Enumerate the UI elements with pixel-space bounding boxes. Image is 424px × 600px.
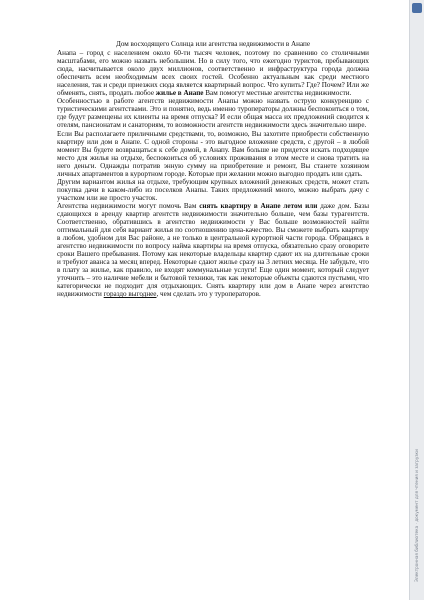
document-title: Дом восходящего Солнца или агентства недвижимости в Анапе <box>115 40 311 48</box>
text-run: Если Вы располагаете приличными средствами, то, возможно, Вы захотите приобрести собственную квартиру или дом в Анапе. С одной стороны - это выгодное вложение средств, с другой – в любой момент Вы будете возвращаться к себе домой, в Анапу. Вам больше не придется искать подходящее место для жилья на отдыхе, беспокоиться об условиях проживания в этом месте и снова тратить на него деньги. Однажды потратив энную сумму на приобретение и ремонт, Вы станете хозяином личных апартаментов в курортном городе. Которые при желании можно выгодно продать или сдать. <box>57 129 369 178</box>
paragraph <box>57 178 369 202</box>
paragraph <box>57 49 369 97</box>
text-run: Особенностью в работе агентств недвижимости Анапы можно назвать острую конкуренцию с туристическими агентствами. Это и понятно, ведь именно туроператоры должны беспокоиться о том, где будут размещены их клиенты на время отпуска? И если общая масса их предложений сводится к отелям, пансионатам и санаториям, то возможности агентств недвижимости здесь значительно шире. <box>57 97 369 130</box>
text-run-underlined: гораздо выгоднее <box>103 290 157 299</box>
text-run: Другим вариантом жилья на отдыхе, требующим крупных вложений денежных средств, может стать покупка дачи в каком-либо из поселков Анапы. Таких предложений много, можно выбрать дачу с участком или же просто участок. <box>57 177 369 202</box>
paragraph <box>57 202 369 299</box>
text-run: Анапа – город с населением около 60-ти тысяч человек, поэтому по сравнению со столичными масштабами, его можно назвать небольшим. Но в силу того, что ежегодно туристов, пребывающих сюда, насчитывается около двух миллионов, соответственно и инфраструктура города должна обеспечить всем необходимым всех своих гостей. Особенно актуальным как среди местного населения, так и среди приезжих сюда является квартирный вопрос. Что купить? Где? Почем? Или же обменять, снять, продать любое <box>57 49 369 98</box>
text-run: , чем сделать это у туроператоров. <box>156 290 261 299</box>
text-run-bold: жилье в Анапе <box>155 89 204 98</box>
document-page <box>57 40 369 299</box>
app-logo-icon[interactable] <box>412 3 422 13</box>
sidebar-caption: Электронная библиотека · документ для чтения и загрузки <box>414 449 419 582</box>
paragraph <box>57 130 369 178</box>
text-run-bold: снять квартиру в Анапе летом или <box>199 201 318 210</box>
paragraph <box>57 97 369 129</box>
side-toolbar <box>409 0 424 600</box>
text-run: даже дом. Базы сдающихся в аренду квартир агентств недвижимости значительно больше, чем базы турагентств. Соответственно, обратившись в агентство недвижимости у Вас больше возможностей найти оптимальный для себя вариант жилья по соотношению цена-качество. Вы сможете выбрать квартиру в любом, удобном для Вас районе, а не только в центральной курортной части города. Обращаясь в агентство недвижимости по вопросу найма квартиры на время отпуска, обязательно сразу оговорите сроки Вашего пребывания. Потому как некоторые владельцы квартир сдают их на длительные сроки и требуют аванса за месяц вперед. Некоторые сдают жилье сразу на 3 летних месяца. Не забудьте, что в плату за жилье, как правило, не входят коммунальные услуги! Еще один момент, который следует уточнить – это наличие мебели и бытовой техники, так как некоторые объекты сдаются пустыми, что категорически не подходит для отдыхающих. Снять квартиру или дом в Анапе через агентство недвижимости <box>57 201 369 299</box>
text-run: Вам помогут местные агентства недвижимости. <box>203 89 352 98</box>
text-run: Агентства недвижимости могут помочь Вам <box>57 201 200 210</box>
